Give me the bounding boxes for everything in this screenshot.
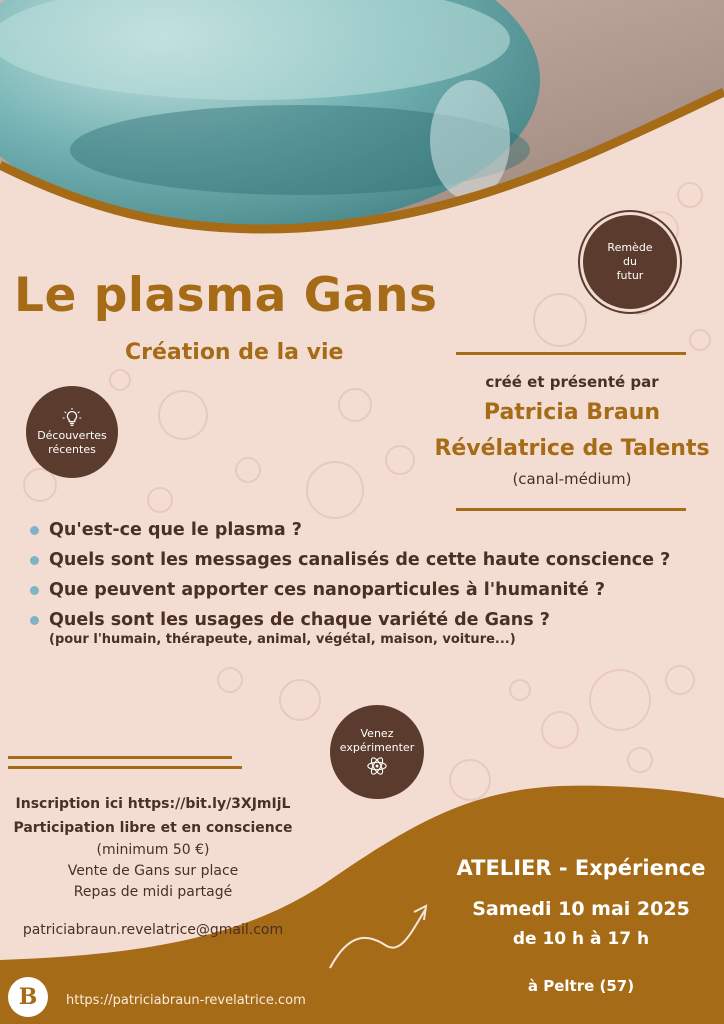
question-text: Quels sont les messages canalisés de cette haute conscience ?: [49, 550, 671, 570]
badge-line: Venez: [360, 726, 394, 740]
venez-badge: [330, 705, 424, 799]
question-text: Quels sont les usages de chaque variété de Gans ?: [49, 610, 550, 630]
badge-line: expérimenter: [339, 741, 415, 754]
presenter-name: Patricia Braun: [483, 400, 661, 425]
decouvertes-badge: [26, 386, 118, 478]
atom-icon: [366, 755, 388, 777]
minimum-text: (minimum 50 €): [96, 842, 210, 858]
event-date: Samedi 10 mai 2025: [472, 898, 690, 920]
badge-line: du: [623, 254, 637, 268]
bullet-dot: [30, 616, 39, 625]
questions-note: (pour l'humain, thérapeute, animal, végétal, maison, voiture...): [49, 632, 516, 647]
badge-line: Remède: [607, 240, 653, 254]
badge-line: Découvertes: [37, 428, 107, 442]
brand-logo: [8, 977, 48, 1017]
inscription-text[interactable]: Inscription ici https://bit.ly/3XJmIjL: [15, 796, 291, 812]
bullet-dot: [30, 526, 39, 535]
badge-line: futur: [616, 269, 644, 283]
event-hours: de 10 h à 17 h: [512, 929, 650, 949]
badge-line: récentes: [48, 443, 96, 456]
question-text: Que peuvent apporter ces nanoparticules à l'humanité ?: [49, 580, 606, 600]
question-text: Qu'est-ce que le plasma ?: [49, 520, 302, 540]
vente-text: Vente de Gans sur place: [67, 863, 239, 879]
questions-list: [30, 520, 720, 647]
repas-text: Repas de midi partagé: [73, 884, 233, 900]
lightbulb-icon: [61, 407, 83, 429]
remede-badge: [583, 215, 677, 309]
participation-text: Participation libre et en conscience: [13, 820, 293, 836]
bullet-dot: [30, 586, 39, 595]
created-by-label: créé et présenté par: [485, 373, 659, 391]
poster-subtitle: Création de la vie: [125, 340, 344, 365]
list-item: [30, 520, 720, 540]
list-item: [30, 580, 720, 600]
bullet-dot: [30, 556, 39, 565]
presenter-note: (canal-médium): [512, 470, 632, 488]
event-place: à Peltre (57): [527, 977, 635, 995]
list-item: [30, 610, 720, 630]
event-title: ATELIER - Expérience: [456, 856, 706, 880]
list-item: [30, 550, 720, 570]
email-link[interactable]: patriciabraun.revelatrice@gmail.com: [22, 922, 284, 938]
website-link[interactable]: https://patriciabraun-revelatrice.com: [66, 993, 306, 1008]
poster-title: Le plasma Gans: [14, 268, 438, 323]
presenter-role: Révélatrice de Talents: [434, 436, 710, 461]
logo-letter: B: [18, 984, 38, 1010]
